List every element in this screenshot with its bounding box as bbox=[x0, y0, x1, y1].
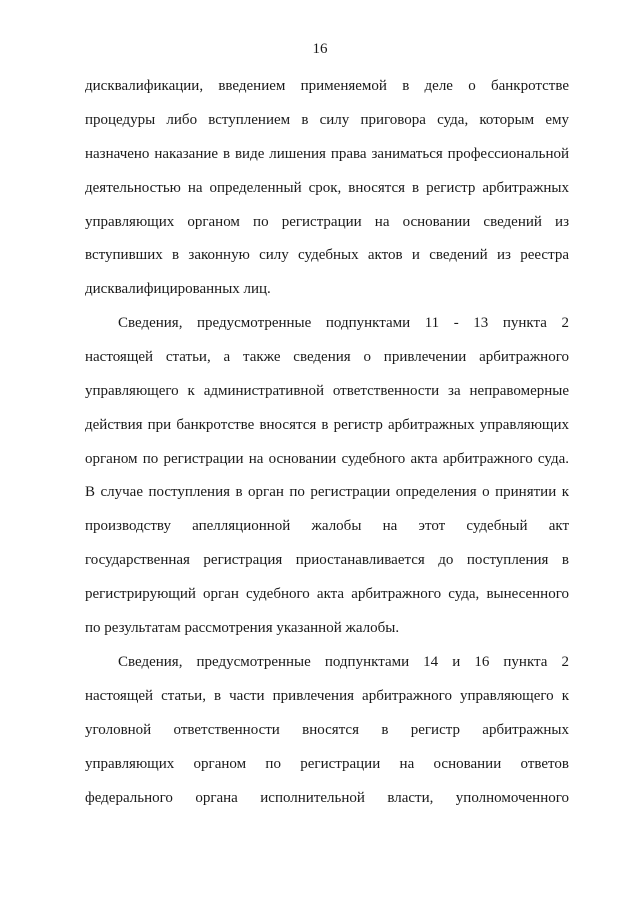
text-line: регистрирующий орган судебного акта арбитражного суда, вынесенного bbox=[85, 586, 569, 603]
paragraph-3 bbox=[85, 652, 569, 821]
text-line: вступивших в законную силу судебных актов и сведений из реестра bbox=[85, 247, 569, 264]
paragraph-1 bbox=[85, 76, 569, 313]
text-line: В случае поступления в орган по регистрации определения о принятии к bbox=[85, 484, 569, 501]
text-line: органом по регистрации на основании судебного акта арбитражного суда. bbox=[85, 450, 569, 467]
text-line: настоящей статьи, в части привлечения арбитражного управляющего к bbox=[85, 687, 569, 704]
text-line: по результатам рассмотрения указанной жалобы. bbox=[85, 620, 400, 637]
text-line: процедуры либо вступлением в силу приговора суда, которым ему bbox=[85, 111, 569, 128]
text-line: производству апелляционной жалобы на этот судебный акт bbox=[85, 518, 569, 535]
text-line: управляющего к административной ответственности за неправомерные bbox=[85, 382, 569, 399]
text-line: настоящей статьи, а также сведения о привлечении арбитражного bbox=[85, 348, 569, 365]
text-line: назначено наказание в виде лишения права заниматься профессиональной bbox=[85, 145, 569, 162]
text-line: федерального органа исполнительной власти, уполномоченного bbox=[85, 789, 569, 806]
text-line: государственная регистрация приостанавливается до поступления в bbox=[85, 552, 569, 569]
text-line: деятельностью на определенный срок, вносятся в регистр арбитражных bbox=[85, 179, 569, 196]
text-line: дисквалифицированных лиц. bbox=[85, 281, 271, 298]
text-line: действия при банкротстве вносятся в регистр арбитражных управляющих bbox=[85, 416, 569, 433]
page-number: 16 bbox=[312, 41, 328, 57]
text-line: управляющих органом по регистрации на основании сведений из bbox=[85, 213, 569, 230]
text-line: уголовной ответственности вносятся в регистр арбитражных bbox=[85, 721, 569, 738]
text-line: Сведения, предусмотренные подпунктами 11 - 13 пункта 2 bbox=[118, 315, 569, 331]
text-line: управляющих органом по регистрации на основании ответов bbox=[85, 755, 569, 772]
text-line: дисквалификации, введением применяемой в деле о банкротстве bbox=[85, 78, 569, 94]
paragraph-2 bbox=[85, 313, 569, 652]
text-line: Сведения, предусмотренные подпунктами 14 и 16 пункта 2 bbox=[118, 654, 569, 670]
